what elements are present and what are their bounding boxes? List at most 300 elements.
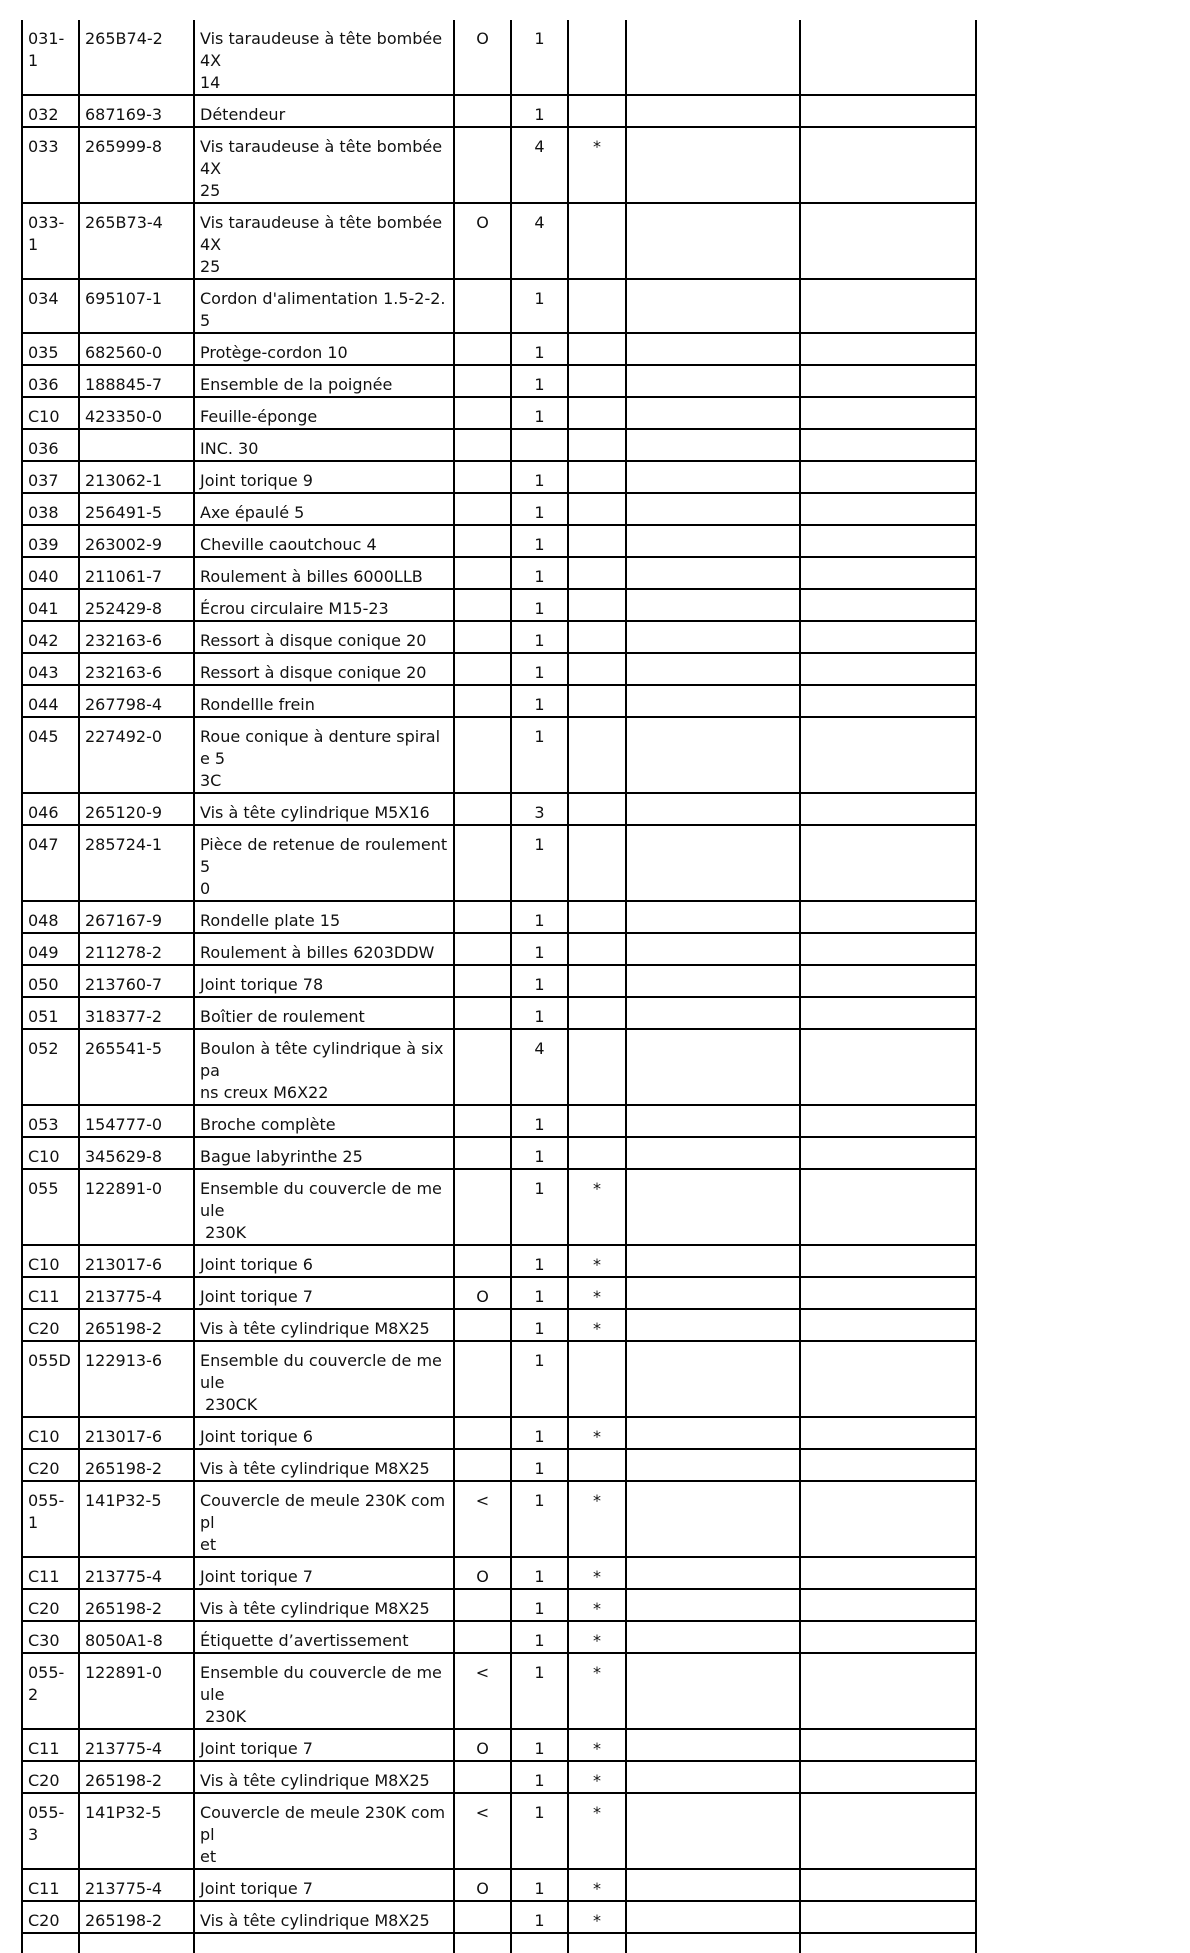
item-number: 033 [22,127,79,203]
description: Broche complète [194,1105,454,1137]
quantity: 1 [511,1341,568,1417]
marker [454,1341,511,1417]
blank-column-2 [800,717,976,793]
table-row [22,1869,976,1901]
blank-column-2 [800,997,976,1029]
note-mark [568,901,626,933]
table-row [22,965,976,997]
item-number: 048 [22,901,79,933]
quantity: 1 [511,717,568,793]
note-mark: * [568,127,626,203]
blank-column-1 [626,279,800,333]
table-row [22,20,976,95]
item-number: C20 [22,1589,79,1621]
quantity: 1 [511,365,568,397]
description: Vis à tête cylindrique M8X25 [194,1309,454,1341]
table-row [22,1621,976,1653]
blank-column-1 [626,127,800,203]
description: Cheville caoutchouc 4 [194,525,454,557]
note-mark [568,685,626,717]
part-number: 8050A1-8 [79,1621,194,1653]
blank-column-1 [626,429,800,461]
item-number: C10 [22,397,79,429]
part-number: 318377-2 [79,997,194,1029]
blank-column-1 [626,1621,800,1653]
quantity: 4 [511,203,568,279]
blank-column-2 [800,1621,976,1653]
blank-column-1 [626,557,800,589]
part-number: 213775-4 [79,1729,194,1761]
marker: O [454,20,511,95]
blank-column-1 [626,1105,800,1137]
part-number: 263002-9 [79,525,194,557]
description: Ensemble de la poignée [194,365,454,397]
quantity: 1 [511,1309,568,1341]
part-number: 232163-6 [79,653,194,685]
blank-column-2 [800,429,976,461]
note-mark: * [568,1653,626,1729]
part-number: 285724-1 [79,825,194,901]
description: Joint torique 9 [194,461,454,493]
quantity: 1 [511,95,568,127]
description: Roulement à billes 6000LLB [194,557,454,589]
part-number: 213062-1 [79,461,194,493]
quantity: 1 [511,1557,568,1589]
quantity: 1 [511,333,568,365]
table-row [22,461,976,493]
blank-column-2 [800,589,976,621]
note-mark: * [568,1901,626,1933]
marker [454,653,511,685]
item-number: 036 [22,429,79,461]
note-mark [568,429,626,461]
table-row [22,1653,976,1729]
blank-column-1 [626,825,800,901]
marker [454,127,511,203]
quantity: 1 [511,1621,568,1653]
blank-column-1 [626,1341,800,1417]
part-number: 122913-6 [79,1341,194,1417]
marker [454,825,511,901]
marker [454,589,511,621]
part-number: 345629-8 [79,1137,194,1169]
table-row [22,1557,976,1589]
blank-column-1 [626,1449,800,1481]
blank-column-2 [800,621,976,653]
description: Joint torique 7 [194,1557,454,1589]
blank-column-2 [800,1137,976,1169]
item-number: C10 [22,1417,79,1449]
table-row [22,589,976,621]
marker [454,1621,511,1653]
blank-column-2 [800,333,976,365]
part-number: 256491-5 [79,493,194,525]
item-number: C20 [22,1309,79,1341]
description: Joint torique 7 [194,1277,454,1309]
item-number: 045 [22,717,79,793]
blank-column-2 [800,1309,976,1341]
item-number: 041 [22,589,79,621]
table-row [22,1169,976,1245]
blank-column-1 [626,933,800,965]
part-number: 141P32-5 [79,1481,194,1557]
item-number: C20 [22,1901,79,1933]
description: Couvercle de meule 230K compl et [194,1793,454,1869]
item-number: 055 [22,1169,79,1245]
blank-column-1 [626,333,800,365]
item-number: 040 [22,557,79,589]
marker [454,95,511,127]
table-row [22,621,976,653]
part-number: 695107-1 [79,279,194,333]
blank-column-1 [626,901,800,933]
part-number: 265541-5 [79,1029,194,1105]
table-row [22,997,976,1029]
blank-column-2 [800,1341,976,1417]
description: Joint torique 6 [194,1245,454,1277]
item-number: C11 [22,1729,79,1761]
blank-column-2 [800,901,976,933]
blank-column-1 [626,1029,800,1105]
blank-column-1 [626,1245,800,1277]
item-number: 044 [22,685,79,717]
part-number: 267167-9 [79,901,194,933]
item-number: 043 [22,653,79,685]
marker: O [454,1277,511,1309]
blank-column-2 [800,1869,976,1901]
description: Joint torique 78 [194,965,454,997]
item-number: 055-1 [22,1481,79,1557]
quantity: 1 [511,1729,568,1761]
marker [454,717,511,793]
note-mark [568,95,626,127]
part-number [79,429,194,461]
table-row [22,493,976,525]
note-mark [568,20,626,95]
marker [454,1761,511,1793]
quantity: 4 [511,127,568,203]
item-number: 053 [22,1105,79,1137]
marker [454,793,511,825]
marker [454,1449,511,1481]
table-row [22,365,976,397]
marker [454,429,511,461]
empty-cell [800,1933,976,1953]
note-mark [568,1137,626,1169]
quantity: 1 [511,1481,568,1557]
blank-column-2 [800,461,976,493]
blank-column-1 [626,621,800,653]
marker [454,997,511,1029]
table-row [22,933,976,965]
marker [454,933,511,965]
note-mark [568,997,626,1029]
note-mark: * [568,1245,626,1277]
note-mark: * [568,1169,626,1245]
note-mark [568,965,626,997]
description: Rondellle frein [194,685,454,717]
note-mark: * [568,1309,626,1341]
marker [454,557,511,589]
part-number: 687169-3 [79,95,194,127]
part-number: 265B74-2 [79,20,194,95]
note-mark [568,365,626,397]
note-mark: * [568,1277,626,1309]
item-number: 033-1 [22,203,79,279]
part-number: 265198-2 [79,1589,194,1621]
quantity: 1 [511,1901,568,1933]
description: Ensemble du couvercle de meule 230CK [194,1341,454,1417]
blank-column-1 [626,717,800,793]
note-mark: * [568,1481,626,1557]
marker [454,493,511,525]
table-row [22,1245,976,1277]
table-row [22,717,976,793]
table-row [22,1417,976,1449]
item-number: C11 [22,1277,79,1309]
note-mark [568,653,626,685]
blank-column-2 [800,397,976,429]
description: Cordon d'alimentation 1.5-2-2.5 [194,279,454,333]
quantity: 1 [511,1761,568,1793]
note-mark: * [568,1729,626,1761]
note-mark [568,589,626,621]
table-row [22,685,976,717]
blank-column-2 [800,1761,976,1793]
note-mark: * [568,1417,626,1449]
description: Couvercle de meule 230K compl et [194,1481,454,1557]
blank-column-1 [626,965,800,997]
quantity: 1 [511,933,568,965]
empty-cell [511,1933,568,1953]
quantity: 1 [511,825,568,901]
marker [454,1309,511,1341]
blank-column-2 [800,557,976,589]
blank-column-1 [626,589,800,621]
note-mark [568,203,626,279]
description: Ressort à disque conique 20 [194,653,454,685]
table-row [22,397,976,429]
part-number: 213760-7 [79,965,194,997]
description: Roulement à billes 6203DDW [194,933,454,965]
part-number: 265198-2 [79,1761,194,1793]
blank-column-2 [800,525,976,557]
table-row [22,1481,976,1557]
part-number: 122891-0 [79,1169,194,1245]
quantity: 1 [511,965,568,997]
blank-column-2 [800,1729,976,1761]
description: Écrou circulaire M15-23 [194,589,454,621]
blank-column-2 [800,1793,976,1869]
empty-cell [626,1933,800,1953]
part-number: 265198-2 [79,1309,194,1341]
quantity: 1 [511,1589,568,1621]
blank-column-1 [626,203,800,279]
empty-cell [79,1933,194,1953]
description: Détendeur [194,95,454,127]
item-number: 047 [22,825,79,901]
note-mark [568,493,626,525]
item-number: 032 [22,95,79,127]
note-mark [568,825,626,901]
marker [454,621,511,653]
marker [454,1137,511,1169]
blank-column-1 [626,1761,800,1793]
blank-column-2 [800,1029,976,1105]
quantity: 1 [511,589,568,621]
empty-cell [568,1933,626,1953]
part-number: 423350-0 [79,397,194,429]
marker [454,1901,511,1933]
table-row [22,1729,976,1761]
quantity: 1 [511,901,568,933]
item-number: 031-1 [22,20,79,95]
part-number: 188845-7 [79,365,194,397]
blank-column-2 [800,685,976,717]
blank-column-2 [800,95,976,127]
table-row [22,95,976,127]
note-mark: * [568,1557,626,1589]
description: Feuille-éponge [194,397,454,429]
part-number: 682560-0 [79,333,194,365]
item-number: 034 [22,279,79,333]
item-number: 055-2 [22,1653,79,1729]
table-row [22,1761,976,1793]
marker [454,279,511,333]
marker [454,1589,511,1621]
item-number: 035 [22,333,79,365]
blank-column-2 [800,203,976,279]
item-number: 037 [22,461,79,493]
note-mark [568,1105,626,1137]
blank-column-1 [626,95,800,127]
parts-table-body [22,20,976,1953]
part-number: 122891-0 [79,1653,194,1729]
quantity: 1 [511,621,568,653]
marker [454,397,511,429]
quantity: 1 [511,1137,568,1169]
description: Bague labyrinthe 25 [194,1137,454,1169]
parts-table [21,20,977,1953]
table-row [22,525,976,557]
blank-column-2 [800,1653,976,1729]
marker: O [454,1729,511,1761]
note-mark [568,525,626,557]
item-number: C11 [22,1557,79,1589]
note-mark [568,333,626,365]
blank-column-1 [626,1277,800,1309]
marker [454,1169,511,1245]
blank-column-1 [626,20,800,95]
note-mark: * [568,1793,626,1869]
table-row [22,1901,976,1933]
item-number: 051 [22,997,79,1029]
blank-column-1 [626,525,800,557]
item-number: 055-3 [22,1793,79,1869]
quantity: 1 [511,1417,568,1449]
description: Vis taraudeuse à tête bombée 4X 25 [194,203,454,279]
marker: O [454,1869,511,1901]
marker: < [454,1793,511,1869]
part-number: 252429-8 [79,589,194,621]
empty-cell [194,1933,454,1953]
description: Vis à tête cylindrique M5X16 [194,793,454,825]
marker [454,461,511,493]
part-number: 213775-4 [79,1277,194,1309]
marker [454,1105,511,1137]
blank-column-2 [800,493,976,525]
note-mark [568,279,626,333]
quantity: 1 [511,20,568,95]
blank-column-1 [626,653,800,685]
quantity: 1 [511,1869,568,1901]
blank-column-1 [626,793,800,825]
marker: O [454,1557,511,1589]
blank-column-2 [800,933,976,965]
table-row [22,333,976,365]
marker [454,1029,511,1105]
note-mark [568,1341,626,1417]
description: Vis taraudeuse à tête bombée 4X 14 [194,20,454,95]
marker [454,965,511,997]
part-number: 227492-0 [79,717,194,793]
note-mark: * [568,1761,626,1793]
description: Protège-cordon 10 [194,333,454,365]
note-mark: * [568,1589,626,1621]
marker [454,685,511,717]
table-row [22,429,976,461]
quantity: 1 [511,557,568,589]
blank-column-2 [800,1105,976,1137]
description: Axe épaulé 5 [194,493,454,525]
note-mark [568,1029,626,1105]
table-row [22,1309,976,1341]
item-number: C10 [22,1137,79,1169]
marker [454,1245,511,1277]
empty-cell [22,1933,79,1953]
note-mark [568,933,626,965]
description: Joint torique 6 [194,1417,454,1449]
table-row [22,1341,976,1417]
description: INC. 30 [194,429,454,461]
quantity: 1 [511,1105,568,1137]
blank-column-2 [800,965,976,997]
quantity: 1 [511,525,568,557]
item-number: C20 [22,1761,79,1793]
description: Ressort à disque conique 20 [194,621,454,653]
quantity: 3 [511,793,568,825]
quantity: 1 [511,493,568,525]
item-number: C10 [22,1245,79,1277]
blank-column-1 [626,1481,800,1557]
blank-column-2 [800,1449,976,1481]
blank-column-2 [800,1481,976,1557]
marker [454,525,511,557]
blank-column-2 [800,1589,976,1621]
blank-column-1 [626,685,800,717]
table-row [22,825,976,901]
quantity: 1 [511,1653,568,1729]
blank-column-1 [626,1169,800,1245]
part-number: 265120-9 [79,793,194,825]
blank-column-2 [800,365,976,397]
item-number: C11 [22,1869,79,1901]
note-mark [568,461,626,493]
description: Vis à tête cylindrique M8X25 [194,1589,454,1621]
blank-column-2 [800,1245,976,1277]
blank-column-1 [626,1869,800,1901]
blank-column-1 [626,365,800,397]
